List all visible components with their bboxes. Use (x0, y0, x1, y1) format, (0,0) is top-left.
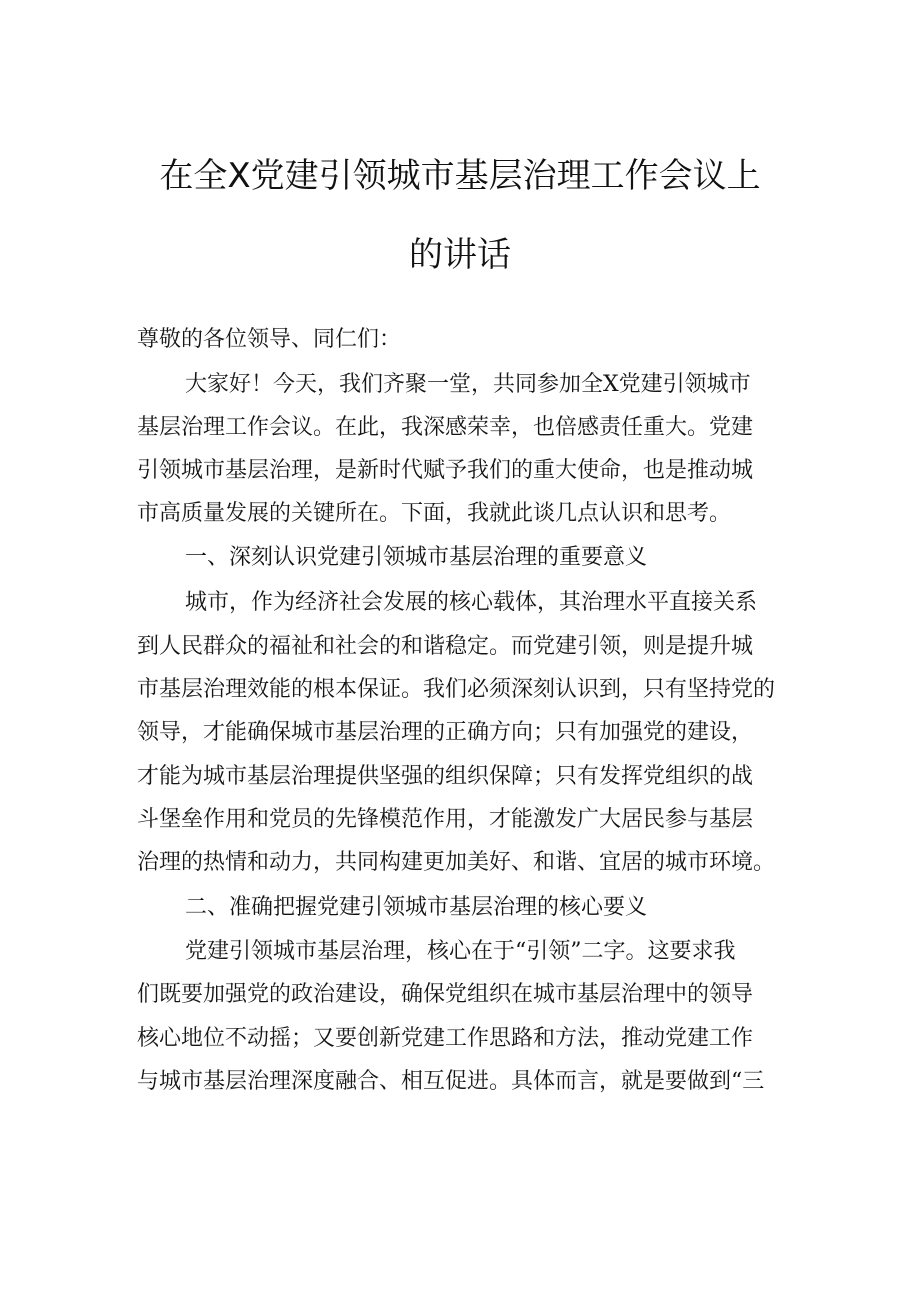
section-heading-1: 一、深刻认识党建引领城市基层治理的重要意义 (185, 545, 648, 570)
paragraph-line: 市基层治理效能的根本保证。我们必须深刻认识到，只有坚持党的 (137, 677, 776, 702)
paragraph-line: 领导，才能确保城市基层治理的正确方向；只有加强党的建设， (137, 720, 754, 745)
section-heading-2: 二、准确把握党建引领城市基层治理的核心要义 (185, 895, 648, 920)
paragraph-line: 才能为城市基层治理提供坚强的组织保障；只有发挥党组织的战 (137, 764, 754, 789)
salutation: 尊敬的各位领导、同仁们： (137, 327, 402, 352)
paragraph-line: 市高质量发展的关键所在。下面，我就此谈几点认识和思考。 (137, 501, 732, 526)
paragraph-line: 们既要加强党的政治建设，确保党组织在城市基层治理中的领导 (137, 982, 754, 1007)
paragraph-line: 治理的热情和动力，共同构建更加美好、和谐、宜居的城市环境。 (137, 850, 776, 875)
document-title-line-1: 在全X党建引领城市基层治理工作会议上 (159, 156, 761, 196)
paragraph-line: 城市，作为经济社会发展的核心载体，其治理水平直接关系 (185, 590, 758, 615)
document-title-line-2: 的讲话 (409, 235, 511, 275)
paragraph-line: 党建引领城市基层治理，核心在于“引领”二字。这要求我 (185, 939, 736, 964)
paragraph-line: 引领城市基层治理，是新时代赋予我们的重大使命，也是推动城 (137, 458, 754, 483)
paragraph-line: 与城市基层治理深度融合、相互促进。具体而言，就是要做到“三 (137, 1069, 765, 1094)
paragraph-line: 基层治理工作会议。在此，我深感荣幸，也倍感责任重大。党建 (137, 415, 754, 440)
paragraph-line: 到人民群众的福祉和社会的和谐稳定。而党建引领，则是提升城 (137, 634, 754, 659)
paragraph-line: 核心地位不动摇；又要创新党建工作思路和方法，推动党建工作 (137, 1026, 754, 1051)
paragraph-line: 斗堡垒作用和党员的先锋模范作用，才能激发广大居民参与基层 (137, 807, 754, 832)
paragraph-line: 大家好！今天，我们齐聚一堂，共同参加全X党建引领城市 (185, 372, 751, 397)
